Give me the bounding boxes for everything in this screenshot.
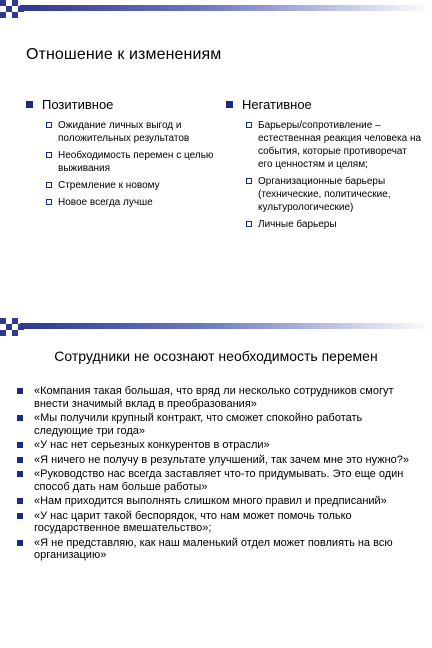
slide-title: Сотрудники не осознают необходимость перемен — [54, 348, 378, 364]
hollow-square-bullet-icon — [246, 122, 252, 128]
square-bullet-icon — [17, 471, 23, 477]
hollow-square-bullet-icon — [46, 199, 52, 205]
hollow-square-bullet-icon — [46, 182, 52, 188]
slide-2 — [0, 318, 432, 648]
positive-heading — [26, 97, 216, 112]
list-item: «Нам приходится выполнять слишком много правил и предписаний» — [16, 495, 420, 508]
square-bullet-icon — [17, 442, 23, 448]
list-item: Организационные барьеры (технические, политические, культурологические) — [246, 175, 422, 214]
list-item: «Мы получили крупный контракт, что сможет спокойно работать следующие три года» — [16, 412, 420, 437]
list-item: Стремление к новому — [46, 179, 216, 192]
negative-list — [226, 119, 422, 231]
square-bullet-icon — [17, 513, 23, 519]
square-bullet-icon — [17, 388, 23, 394]
list-item: Ожидание личных выгод и положительных результатов — [46, 119, 216, 145]
hollow-square-bullet-icon — [46, 122, 52, 128]
list-item: «Я ничего не получу в результате улучшений, так зачем мне это нужно?» — [16, 454, 420, 467]
list-item: «Я не представляю, как наш маленький отдел может повлиять на всю организацию» — [16, 537, 420, 562]
positive-heading-label: Позитивное — [42, 97, 114, 112]
list-item: Необходимость перемен с целью выживания — [46, 149, 216, 175]
hollow-square-bullet-icon — [246, 178, 252, 184]
slide-1 — [0, 0, 432, 318]
quotes-list — [16, 385, 420, 564]
negative-column — [226, 97, 422, 235]
square-bullet-icon — [17, 498, 23, 504]
square-bullet-icon — [17, 457, 23, 463]
hollow-square-bullet-icon — [246, 221, 252, 227]
list-item: Личные барьеры — [246, 218, 422, 231]
square-bullet-icon — [226, 101, 233, 108]
list-item: «Руководство нас всегда заставляет что-то придумывать. Это еще один способ дать нам больше работы» — [16, 468, 420, 493]
negative-heading-label: Негативное — [242, 97, 312, 112]
positive-column — [26, 97, 216, 213]
square-bullet-icon — [17, 415, 23, 421]
negative-heading — [226, 97, 422, 112]
list-item: «Компания такая большая, что вряд ли несколько сотрудников смогут внести значимый вклад в преобразования» — [16, 385, 420, 410]
header-decoration — [0, 318, 432, 340]
slide-title: Отношение к изменениям — [26, 46, 222, 63]
list-item: Новое всегда лучше — [46, 196, 216, 209]
positive-list — [26, 119, 216, 209]
square-bullet-icon — [17, 540, 23, 546]
list-item: Барьеры/сопротивление – естественная реакция человека на события, которые противоречат его ценностям и целям; — [246, 119, 422, 171]
header-decoration — [0, 0, 432, 22]
hollow-square-bullet-icon — [46, 152, 52, 158]
list-item: «У нас нет серьезных конкурентов в отрасли» — [16, 439, 420, 452]
list-item: «У нас царит такой беспорядок, что нам может помочь только государственное вмешательство»; — [16, 510, 420, 535]
square-bullet-icon — [26, 101, 33, 108]
